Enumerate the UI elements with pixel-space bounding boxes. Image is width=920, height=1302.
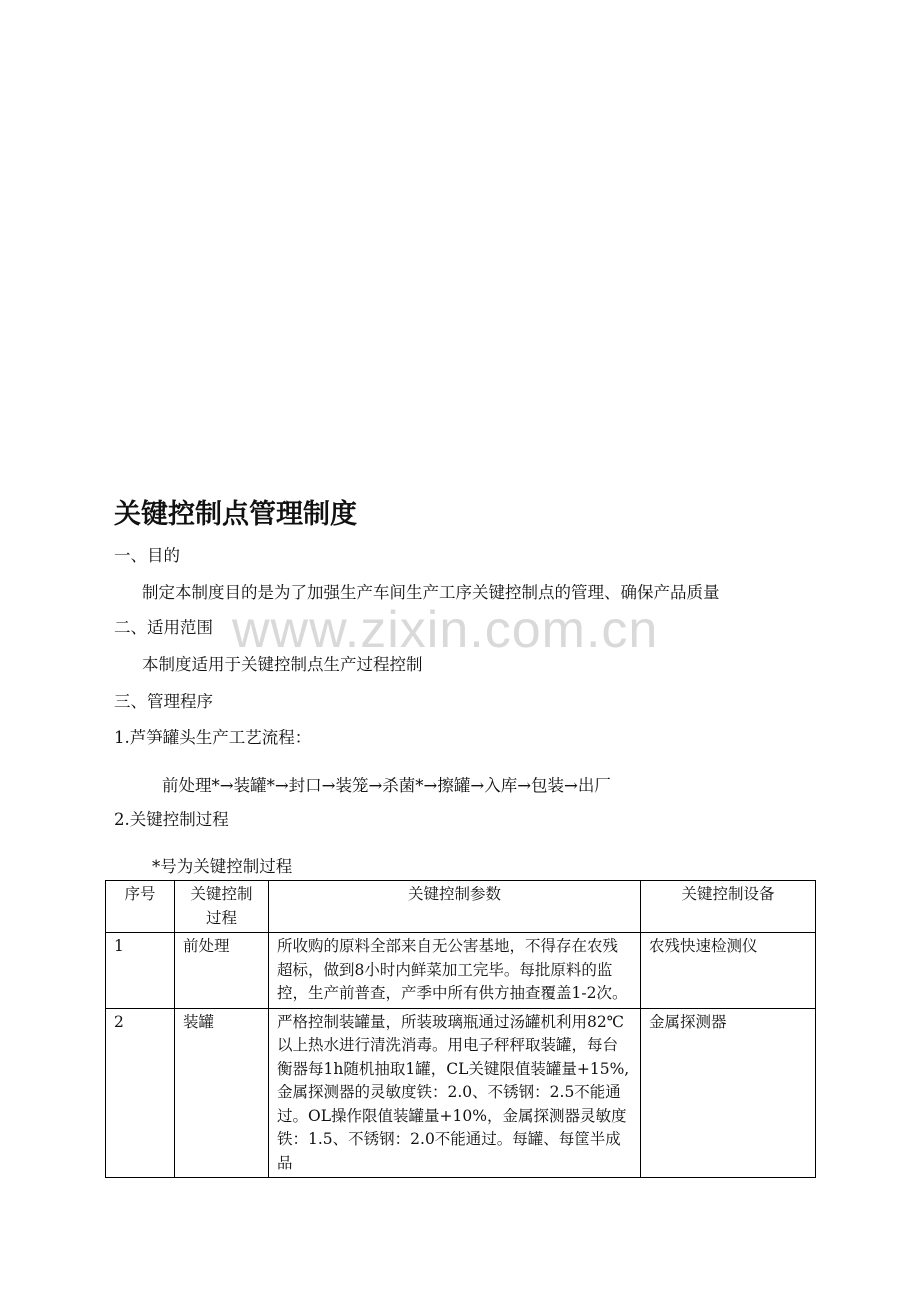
watermark: www.zixin.com.cn <box>232 601 659 659</box>
table-row <box>106 933 816 1009</box>
cell-no: 1 <box>106 933 175 1009</box>
section-heading-procedure: 三、管理程序 <box>114 692 213 711</box>
scope-paragraph: 本制度适用于关键控制点生产过程控制 <box>142 655 423 674</box>
header-equipment: 关键控制设备 <box>641 881 816 933</box>
control-note: *号为关键控制过程 <box>152 857 293 876</box>
header-params: 关键控制参数 <box>269 881 641 933</box>
cell-params: 严格控制装罐量，所装玻璃瓶通过汤罐机利用82℃以上热水进行清洗消毒。用电子秤秤取装罐，每台衡器每1h随机抽取1罐，CL关键限值装罐量+15%,金属探测器的灵敏度铁：2.0、不锈钢：2.5不能通过。OL操作限值装罐量+10%，金属探测器灵敏度铁：1.5、不锈钢：2.0不能通过。每罐、每筐半成品 <box>269 1008 641 1178</box>
table-header-row <box>106 881 816 933</box>
cell-process: 装罐 <box>175 1008 269 1178</box>
header-no: 序号 <box>106 881 175 933</box>
document-title: 关键控制点管理制度 <box>114 499 357 530</box>
cell-params: 所收购的原料全部来自无公害基地，不得存在农残超标，做到8小时内鲜菜加工完毕。每批原料的监控，生产前普查，产季中所有供方抽查覆盖1-2次。 <box>269 933 641 1009</box>
section-heading-scope: 二、适用范围 <box>114 618 213 637</box>
cell-equipment: 金属探测器 <box>641 1008 816 1178</box>
section-heading-purpose: 一、目的 <box>114 546 180 565</box>
cell-equipment: 农残快速检测仪 <box>641 933 816 1009</box>
purpose-paragraph: 制定本制度目的是为了加强生产车间生产工序关键控制点的管理、确保产品质量 <box>142 583 720 602</box>
cell-process: 前处理 <box>175 933 269 1009</box>
ccp-table <box>105 880 816 1178</box>
subheading-process-flow: 1.芦笋罐头生产工艺流程： <box>114 728 312 747</box>
header-process: 关键控制过程 <box>175 881 269 933</box>
process-flow-line: 前处理*→装罐*→封口→装笼→杀菌*→擦罐→入库→包装→出厂 <box>162 776 611 795</box>
subheading-control-process: 2.关键控制过程 <box>114 810 229 829</box>
table-row <box>106 1008 816 1178</box>
cell-no: 2 <box>106 1008 175 1178</box>
